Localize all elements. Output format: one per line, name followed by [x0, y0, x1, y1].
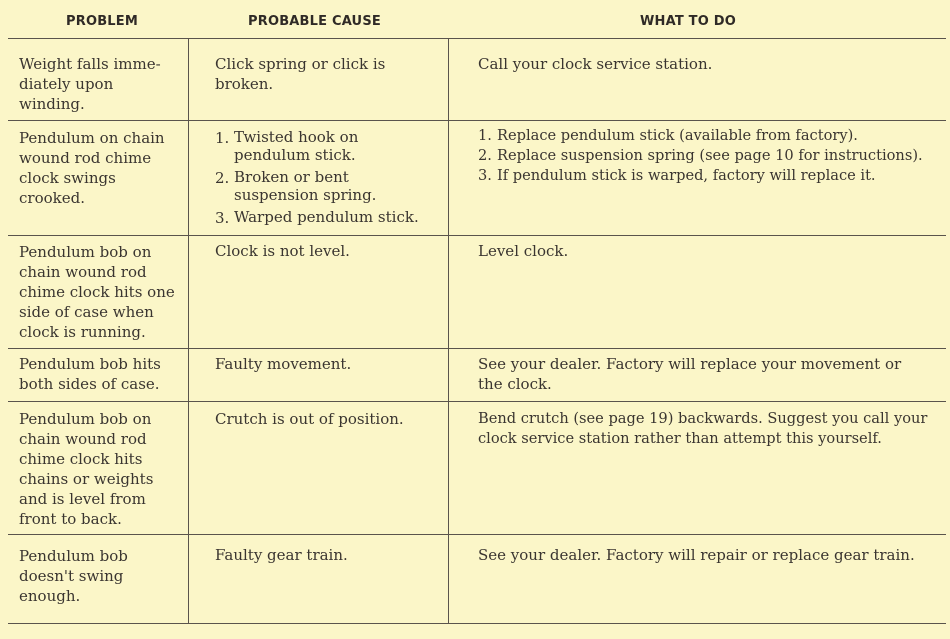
column-divider: [448, 38, 449, 623]
row-divider: [8, 348, 946, 349]
list-item: [478, 146, 946, 166]
row-divider: [8, 401, 946, 402]
line: chain wound rod: [19, 263, 147, 281]
line: Faulty gear train.: [215, 546, 348, 564]
header-probable-cause: PROBABLE CAUSE: [248, 14, 381, 29]
line: Pendulum bob: [19, 547, 128, 565]
line: Pendulum on chain: [19, 129, 165, 147]
line: If pendulum stick is warped, factory will replace it.: [497, 167, 876, 184]
row-divider: [8, 38, 946, 39]
line: clock is running.: [19, 323, 146, 341]
table-row-1-todo: [478, 54, 946, 74]
line: Broken or bent: [234, 168, 349, 186]
line: suspension spring.: [234, 186, 377, 204]
table-row-3-todo: [478, 241, 946, 261]
item-number: 3.: [215, 209, 230, 227]
list-item: [215, 168, 445, 204]
line: Click spring or click is: [215, 55, 386, 73]
row-divider: [8, 235, 946, 236]
row-divider: [8, 120, 946, 121]
line: Replace suspension spring (see page 10 for instructions).: [497, 147, 923, 164]
line: Replace pendulum stick (available from factory).: [497, 127, 858, 144]
item-number: 3.: [478, 167, 492, 184]
table-row-2-todo: [478, 126, 946, 186]
table-row-3-cause: [215, 241, 443, 261]
line: clock swings: [19, 169, 116, 187]
item-number: 2.: [215, 169, 230, 187]
line: chime clock hits one: [19, 283, 175, 301]
line: pendulum stick.: [234, 146, 356, 164]
line: Twisted hook on: [234, 128, 359, 146]
line: Faulty movement.: [215, 355, 352, 373]
item-number: 1.: [478, 127, 492, 144]
line: Warped pendulum stick.: [234, 208, 419, 226]
line: Pendulum bob on: [19, 410, 152, 428]
line: wound rod chime: [19, 149, 152, 167]
todo-list: [478, 126, 946, 186]
line: Pendulum bob hits: [19, 355, 161, 373]
line: Pendulum bob on: [19, 243, 152, 261]
list-item: [478, 166, 946, 186]
row-divider: [8, 623, 946, 624]
table-row-5-cause: [215, 409, 445, 429]
table-row-6-todo: [478, 545, 946, 565]
table-row-3-problem: [19, 242, 187, 342]
table-row-6-problem: [19, 546, 187, 606]
line: See your dealer. Factory will replace your movement or: [478, 355, 902, 373]
list-item: [215, 128, 445, 164]
line: the clock.: [478, 375, 552, 393]
table-row-4-problem: [19, 354, 187, 394]
line: See your dealer. Factory will repair or replace gear train.: [478, 546, 915, 564]
line: Bend crutch (see page 19) backwards. Suggest you call your: [478, 410, 928, 427]
header-problem: PROBLEM: [66, 14, 138, 29]
table-row-5-problem: [19, 409, 187, 529]
table-row-4-cause: [215, 354, 443, 374]
line: chain wound rod: [19, 430, 147, 448]
line: chime clock hits: [19, 450, 143, 468]
table-row-1-problem: [19, 54, 184, 114]
header-what-to-do: WHAT TO DO: [640, 14, 736, 29]
line: enough.: [19, 587, 81, 605]
list-item: [215, 208, 445, 226]
column-divider: [188, 38, 189, 623]
table-row-2-problem: [19, 128, 184, 208]
line: Call your clock service station.: [478, 55, 713, 73]
line: diately upon: [19, 75, 114, 93]
line: both sides of case.: [19, 375, 160, 393]
table-row-1-cause: [215, 54, 443, 94]
table-row-4-todo: [478, 354, 940, 394]
line: winding.: [19, 95, 85, 113]
line: Crutch is out of position.: [215, 410, 404, 428]
line: side of case when: [19, 303, 154, 321]
line: and is level from: [19, 490, 146, 508]
line: front to back.: [19, 510, 122, 528]
item-number: 2.: [478, 147, 492, 164]
item-number: 1.: [215, 129, 230, 147]
line: Weight falls imme-: [19, 55, 161, 73]
row-divider: [8, 534, 946, 535]
table-row-5-todo: [478, 409, 946, 449]
cause-list: [215, 128, 445, 226]
line: chains or weights: [19, 470, 154, 488]
line: crooked.: [19, 189, 85, 207]
line: Level clock.: [478, 242, 569, 260]
table-row-2-cause: [215, 128, 445, 226]
table-row-6-cause: [215, 545, 443, 565]
line: Clock is not level.: [215, 242, 350, 260]
line: broken.: [215, 75, 274, 93]
list-item: [478, 126, 946, 146]
line: clock service station rather than attempt this yourself.: [478, 430, 882, 447]
line: doesn't swing: [19, 567, 124, 585]
